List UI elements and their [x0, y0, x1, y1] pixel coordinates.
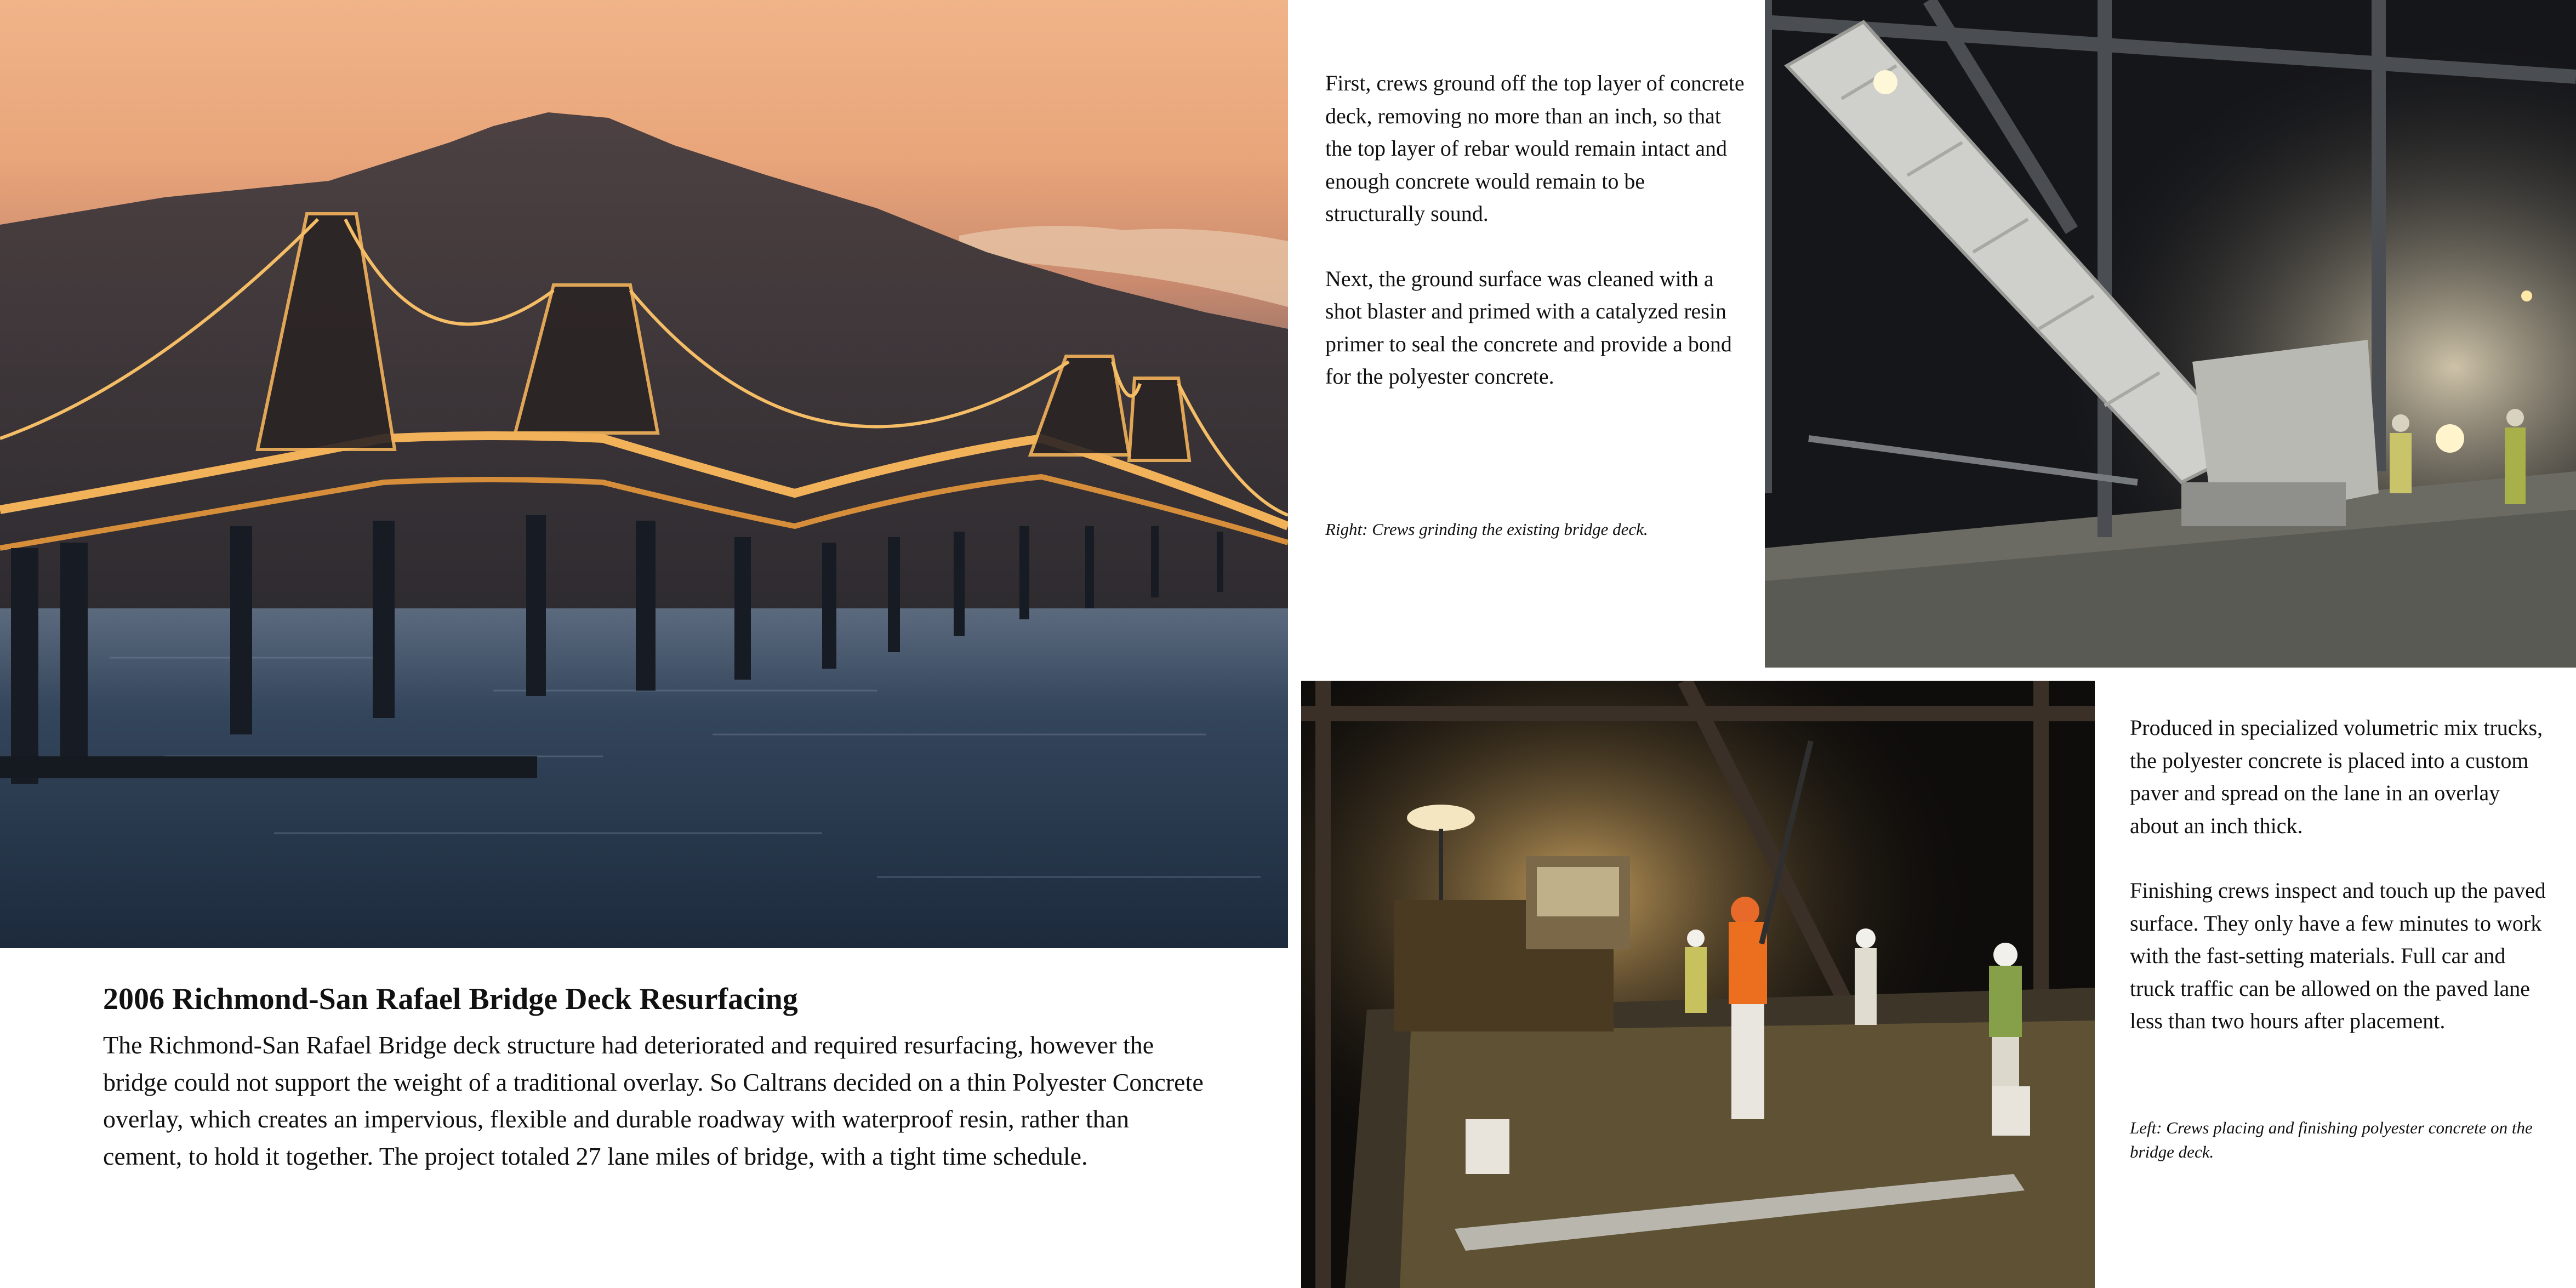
placing-paragraph-2: Finishing crews inspect and touch up the paved surface. They only have a few minutes to work with the fast-setting materials. Full car and truck traffic can be allowed on the paved lane less than two hours after placement.	[2130, 878, 2546, 1033]
placing-photo-caption: Left: Crews placing and finishing polyester concrete on the bridge deck.	[2130, 1118, 2533, 1161]
placing-paragraph-1: Produced in specialized volumetric mix trucks, the polyester concrete is placed into a custom paver and spread on the lane in an overlay about an inch thick.	[2130, 715, 2543, 838]
placing-description	[2130, 711, 2552, 1038]
bridge-photo	[0, 0, 1288, 948]
article-body: The Richmond-San Rafael Bridge deck structure had deteriorated and required resurfacing, however the bridge could not support the weight of a traditional overlay. So Caltrans decided on a thin Polyester Concrete overlay, which creates an impervious, flexible and durable roadway with waterproof resin, rather than cement, to hold it together. The project totaled 27 lane miles of bridge, with a tight time schedule.	[103, 1031, 1204, 1170]
article-title: 2006 Richmond-San Rafael Bridge Deck Resurfacing	[103, 982, 798, 1016]
grinding-description	[1325, 67, 1747, 393]
placing-photo	[1301, 681, 2095, 1288]
grinding-paragraph-1: First, crews ground off the top layer of concrete deck, removing no more than an inch, so that the top layer of rebar would remain intact and enough concrete would remain to be structurally sound.	[1325, 71, 1745, 226]
grinding-photo	[1765, 0, 2576, 668]
grinding-photo-caption: Right: Crews grinding the existing bridge deck.	[1325, 520, 1648, 539]
grinding-paragraph-2: Next, the ground surface was cleaned with a shot blaster and primed with a catalyzed resin primer to seal the concrete and provide a bond for the polyester concrete.	[1325, 266, 1732, 389]
